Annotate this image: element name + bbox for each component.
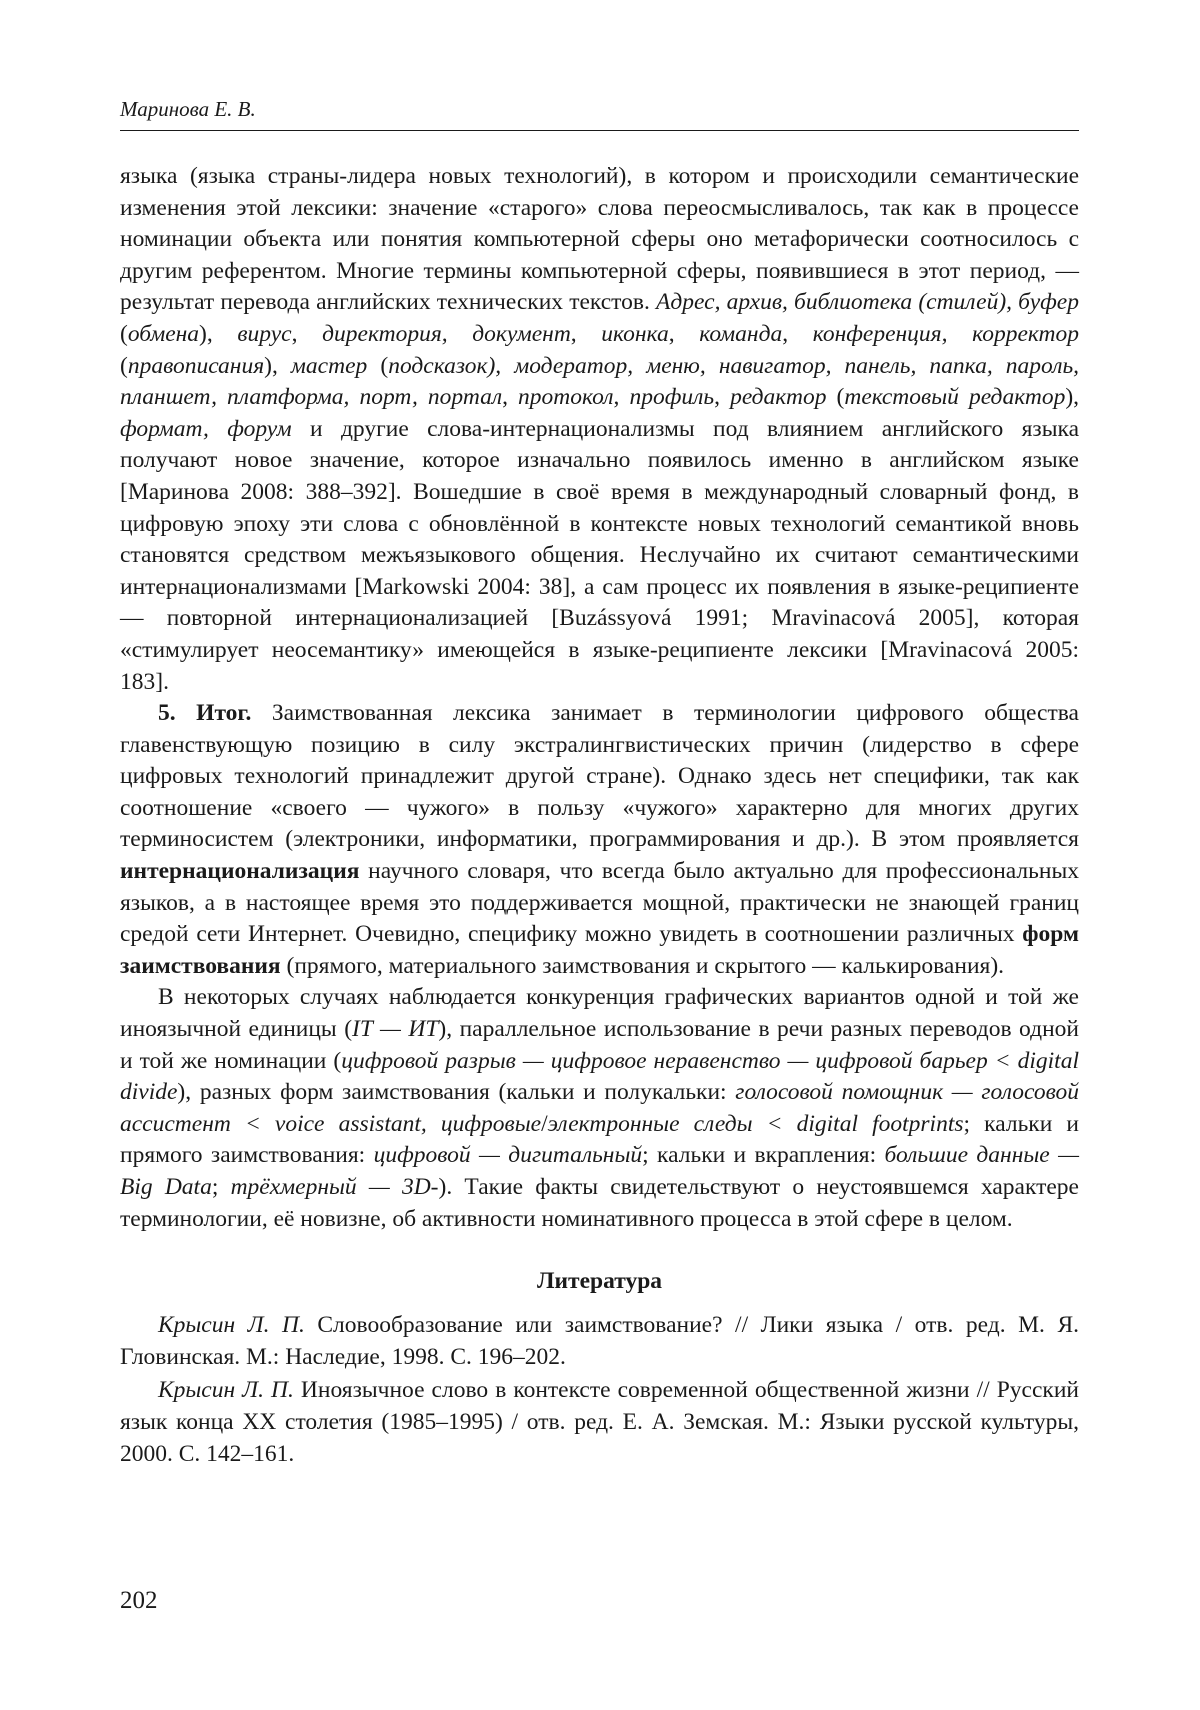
body-paragraph-2-conclusion: 5. Итог. Заимствованная лексика занимает в терминологии цифрового общества главенствующую позицию в силу экстралингвистических причин (лидерство в сфере цифровых технологий принадлежит другой стране). Однако здесь нет специфики, так как соотношение «своего — чужого» в пользу «чужого» характерно для многих других терминосистем (электроники, информатики, программирования и др.). В этом проявляется интернационализация научного словаря, что всегда было актуально для профессиональных языков, а в настоящее время это поддерживается мощной, практически не знающей границ средой сети Интернет. Очевидно, специфику можно увидеть в соотношении различных форм заимствования (прямого, материального заимствования и скрытого — калькирования). [120, 700, 1079, 979]
page-content [120, 96, 1079, 1472]
running-head [120, 96, 1079, 131]
reference-author: Крысин Л. П. [158, 1377, 294, 1404]
section-heading-itog: 5. Итог. [158, 700, 252, 727]
reference-author: Крысин Л. П. [158, 1312, 305, 1339]
page-number: 202 [120, 1587, 158, 1614]
body-paragraph-1: языка (языка страны-лидера новых технологий), в котором и происходили семантические изменения этой лексики: значение «старого» слова переосмысливалось, так как в процессе номинации объекта или понятия компьютерной сферы оно метафорически соотносилось с другим референтом. Многие термины компьютерной сферы, появившиеся в этот период, — результат перевода английских технических текстов. Адрес, архив, библиотека (стилей), буфер (обмена), вирус, директория, документ, иконка, команда, конференция, корректор (правописания), мастер (подсказок), модератор, меню, навигатор, панель, папка, пароль, планшет, платформа, порт, портал, протокол, профиль, редактор (текстовый редактор), формат, форум и другие слова-интернационализмы под влиянием английского языка получают новое значение, которое изначально появилось именно в английском языке [Маринова 2008: 388–392]. Вошедшие в своё время в международный словарный фонд, в цифровую эпоху эти слова с обновлённой в контексте новых технологий семантикой вновь становятся средством межъязыкового общения. Неслучайно их считают семантическими интернационализмами [Markowski 2004: 38], а сам процесс их появления в языке-реципиенте — повторной интернационализацией [Buzássyová 1991; Mravinacová 2005], которая «стимулирует неосемантику» имеющейся в языке-реципиенте лексики [Mravinacová 2005: 183]. [120, 163, 1080, 695]
body-paragraph-3: В некоторых случаях наблюдается конкуренция графических вариантов одной и той же иноязычной единицы (IT — ИТ), параллельное использование в речи разных переводов одной и той же номинации (цифровой разрыв — цифровое неравенство — цифровой барьер < digital divide), разных форм заимствования (кальки и полукальки: голосовой помощник — голосовой ассистент < voice assistant, цифровые/электронные следы < digital footprints; кальки и прямого заимствования: цифровой — дигитальный; кальки и вкрапления: большие данные — Big Data; трёхмерный — 3D-). Такие факты свидетельствуют о неустоявшемся характере терминологии, её новизне, об активности номинативного процесса в этой сфере в целом. [120, 984, 1079, 1232]
reference-item: Крысин Л. П. Словообразование или заимствование? // Лики языка / отв. ред. М. Я. Гловинская. М.: Наследие, 1998. С. 196–202. [120, 1312, 1079, 1370]
reference-item: Крысин Л. П. Иноязычное слово в контексте современной общественной жизни // Русский язык конца XX столетия (1985–1995) / отв. ред. Е. А. Земская. М.: Языки русской культуры, 2000. С. 142–161. [120, 1377, 1079, 1467]
running-head-author: Маринова Е. В. [120, 97, 256, 121]
literature-heading: Литература [536, 1268, 663, 1295]
